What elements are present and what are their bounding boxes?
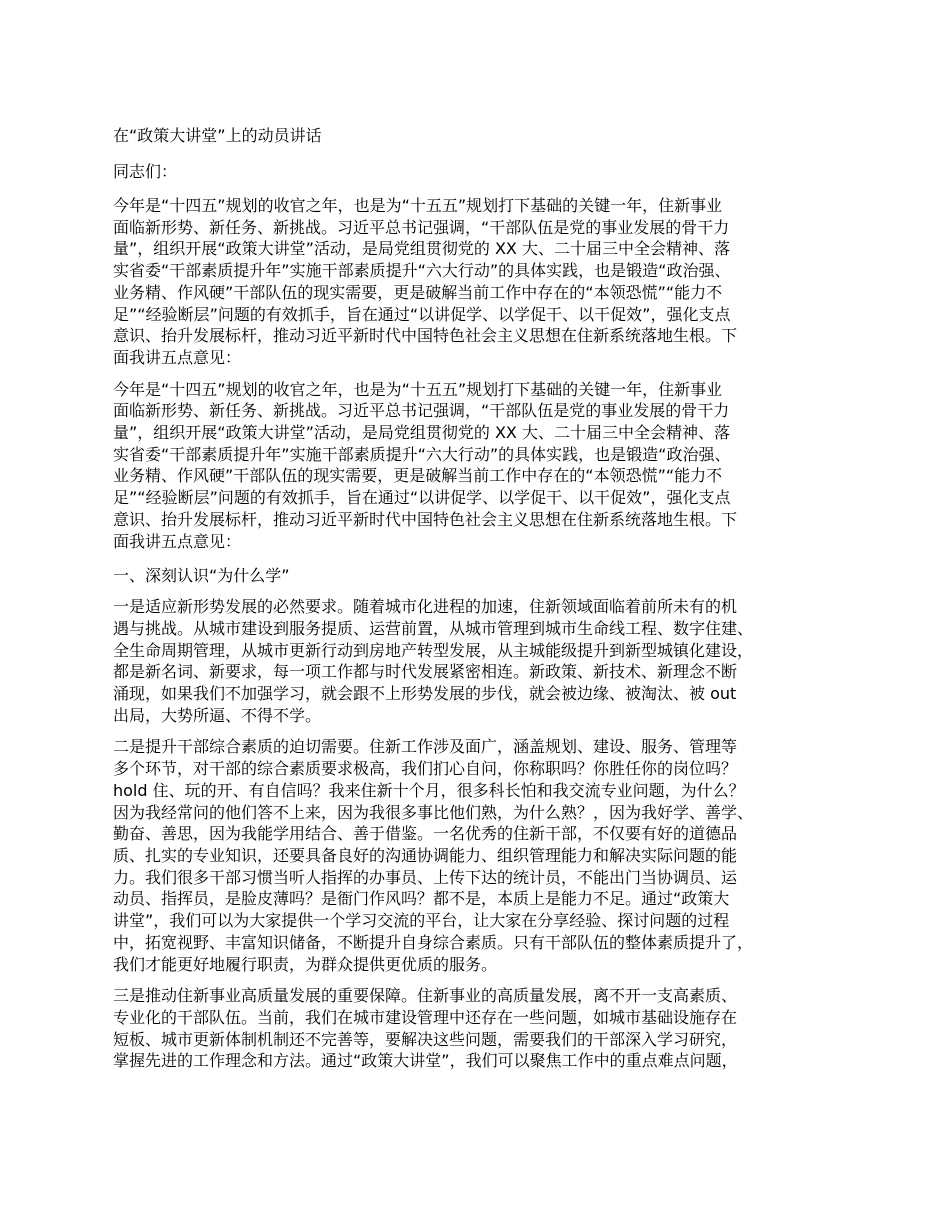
paragraph-line: 因为我经常问的他们答不上来，因为我很多事比他们熟，为什么熟？，因为我好学、善学、	[113, 802, 754, 822]
paragraph-line: 量”，组织开展“政策大讲堂”活动，是局党组贯彻党的 XX 大、二十届三中全会精神、落	[113, 239, 730, 259]
paragraph-line: 面临新形势、新任务、新挑战。习近平总书记强调，“干部队伍是党的事业发展的骨干力	[113, 217, 730, 237]
paragraph-line: 足”“经验断层”问题的有效抓手，旨在通过“以讲促学、以学促干、以干促效”，强化支点	[113, 488, 731, 508]
paragraph-line: 动员、指挥员，是脸皮薄吗？是衙门作风吗？都不是，本质上是能力不足。通过“政策大	[113, 889, 730, 909]
paragraph-line: 力。我们很多干部习惯当听人指挥的办事员、上传下达的统计员，不能出门当协调员、运	[113, 867, 738, 887]
intro-paragraph-1	[113, 195, 858, 369]
paragraph-line: 业务精、作风硬”干部队伍的现实需要，更是破解当前工作中存在的“本领恐慌”“能力不	[113, 282, 723, 302]
paragraph-line: 三是推动住新事业高质量发展的重要保障。住新事业的高质量发展，离不开一支高素质、	[113, 986, 738, 1006]
paragraph-line: 二是提升干部综合素质的迫切需要。住新工作涉及面广，涵盖规划、建设、服务、管理等	[113, 737, 738, 757]
paragraph-line: 面临新形势、新任务、新挑战。习近平总书记强调，“干部队伍是党的事业发展的骨干力	[113, 401, 730, 421]
paragraph-line: 都是新名词、新要求，每一项工作都与时代发展紧密相连。新政策、新技术、新理念不断	[113, 662, 738, 682]
paragraph-line: 足”“经验断层”问题的有效抓手，旨在通过“以讲促学、以学促干、以干促效”，强化支点	[113, 304, 731, 324]
paragraph-line: 面我讲五点意见：	[113, 347, 242, 367]
paragraph-line: 实省委“干部素质提升年”实施干部素质提升“六大行动”的具体实践，也是锻造“政治强、	[113, 444, 731, 464]
paragraph-line: 量”，组织开展“政策大讲堂”活动，是局党组贯彻党的 XX 大、二十届三中全会精神、落	[113, 423, 730, 443]
paragraph-line: 全生命周期管理，从城市更新行动到房地产转型发展，从主城能级提升到新型城镇化建设，	[113, 640, 754, 660]
paragraph-line: 一是适应新形势发展的必然要求。随着城市化进程的加速，住新领域面临着前所未有的机	[113, 597, 738, 617]
paragraph-line: 业务精、作风硬”干部队伍的现实需要，更是破解当前工作中存在的“本领恐慌”“能力不	[113, 466, 723, 486]
paragraph-line: 出局，大势所逼、不得不学。	[113, 705, 322, 725]
paragraph-line: 今年是“十四五”规划的收官之年，也是为“十五五”规划打下基础的关键一年，住新事业	[113, 196, 723, 215]
paragraph-line: 专业化的干部队伍。当前，我们在城市建设管理中还存在一些问题，如城市基础设施存在	[113, 1007, 738, 1027]
greeting: 同志们：	[113, 162, 178, 181]
document-page	[113, 122, 858, 1082]
paragraph-line: 涌现，如果我们不加强学习，就会跟不上形势发展的步伐，就会被边缘、被淘汰、被 out	[113, 684, 737, 704]
paragraph-line: 掌握先进的工作理念和方法。通过“政策大讲堂”，我们可以聚焦工作中的重点难点问题，	[113, 1051, 738, 1071]
paragraph-line: 短板、城市更新体制机制还不完善等，要解决这些问题，需要我们的干部深入学习研究，	[113, 1029, 738, 1049]
paragraph-line: 多个环节，对干部的综合素质要求极高，我们扪心自问，你称职吗？你胜任你的岗位吗？	[113, 759, 738, 779]
paragraph-line: 意识、抬升发展标杆，推动习近平新时代中国特色社会主义思想在住新系统落地生根。下	[113, 326, 738, 346]
section-paragraph-1	[113, 596, 858, 726]
paragraph-line: 中，拓宽视野、丰富知识储备，不断提升自身综合素质。只有干部队伍的整体素质提升了，	[113, 932, 754, 952]
paragraph-line: 今年是“十四五”规划的收官之年，也是为“十五五”规划打下基础的关键一年，住新事业	[113, 379, 723, 399]
paragraph-line: 讲堂”，我们可以为大家提供一个学习交流的平台，让大家在分享经验、探讨问题的过程	[113, 911, 730, 931]
document-title: 在“政策大讲堂”上的动员讲话	[113, 126, 322, 145]
paragraph-line: 面我讲五点意见：	[113, 531, 242, 551]
section-paragraph-2	[113, 736, 858, 975]
intro-paragraph-2	[113, 379, 858, 553]
section-paragraph-3	[113, 985, 858, 1072]
paragraph-line: 质、扎实的专业知识，还要具备良好的沟通协调能力、组织管理能力和解决实际问题的能	[113, 845, 738, 865]
paragraph-line: 意识、抬升发展标杆，推动习近平新时代中国特色社会主义思想在住新系统落地生根。下	[113, 509, 738, 529]
paragraph-line: 我们才能更好地履行职责，为群众提供更优质的服务。	[113, 954, 498, 974]
section-heading: 一、深刻认识“为什么学”	[113, 566, 290, 586]
paragraph-line: 实省委“干部素质提升年”实施干部素质提升“六大行动”的具体实践，也是锻造“政治强、	[113, 261, 731, 281]
paragraph-line: 遇与挑战。从城市建设到服务提质、运营前置，从城市管理到城市生命线工程、数字住建、	[113, 618, 754, 638]
paragraph-line: hold 住、玩的开、有自信吗？我来住新十个月，很多科长怕和我交流专业问题，为什么？	[113, 780, 745, 800]
paragraph-line: 勤奋、善思，因为我能学用结合、善于借鉴。一名优秀的住新干部，不仅要有好的道德品	[113, 824, 738, 844]
